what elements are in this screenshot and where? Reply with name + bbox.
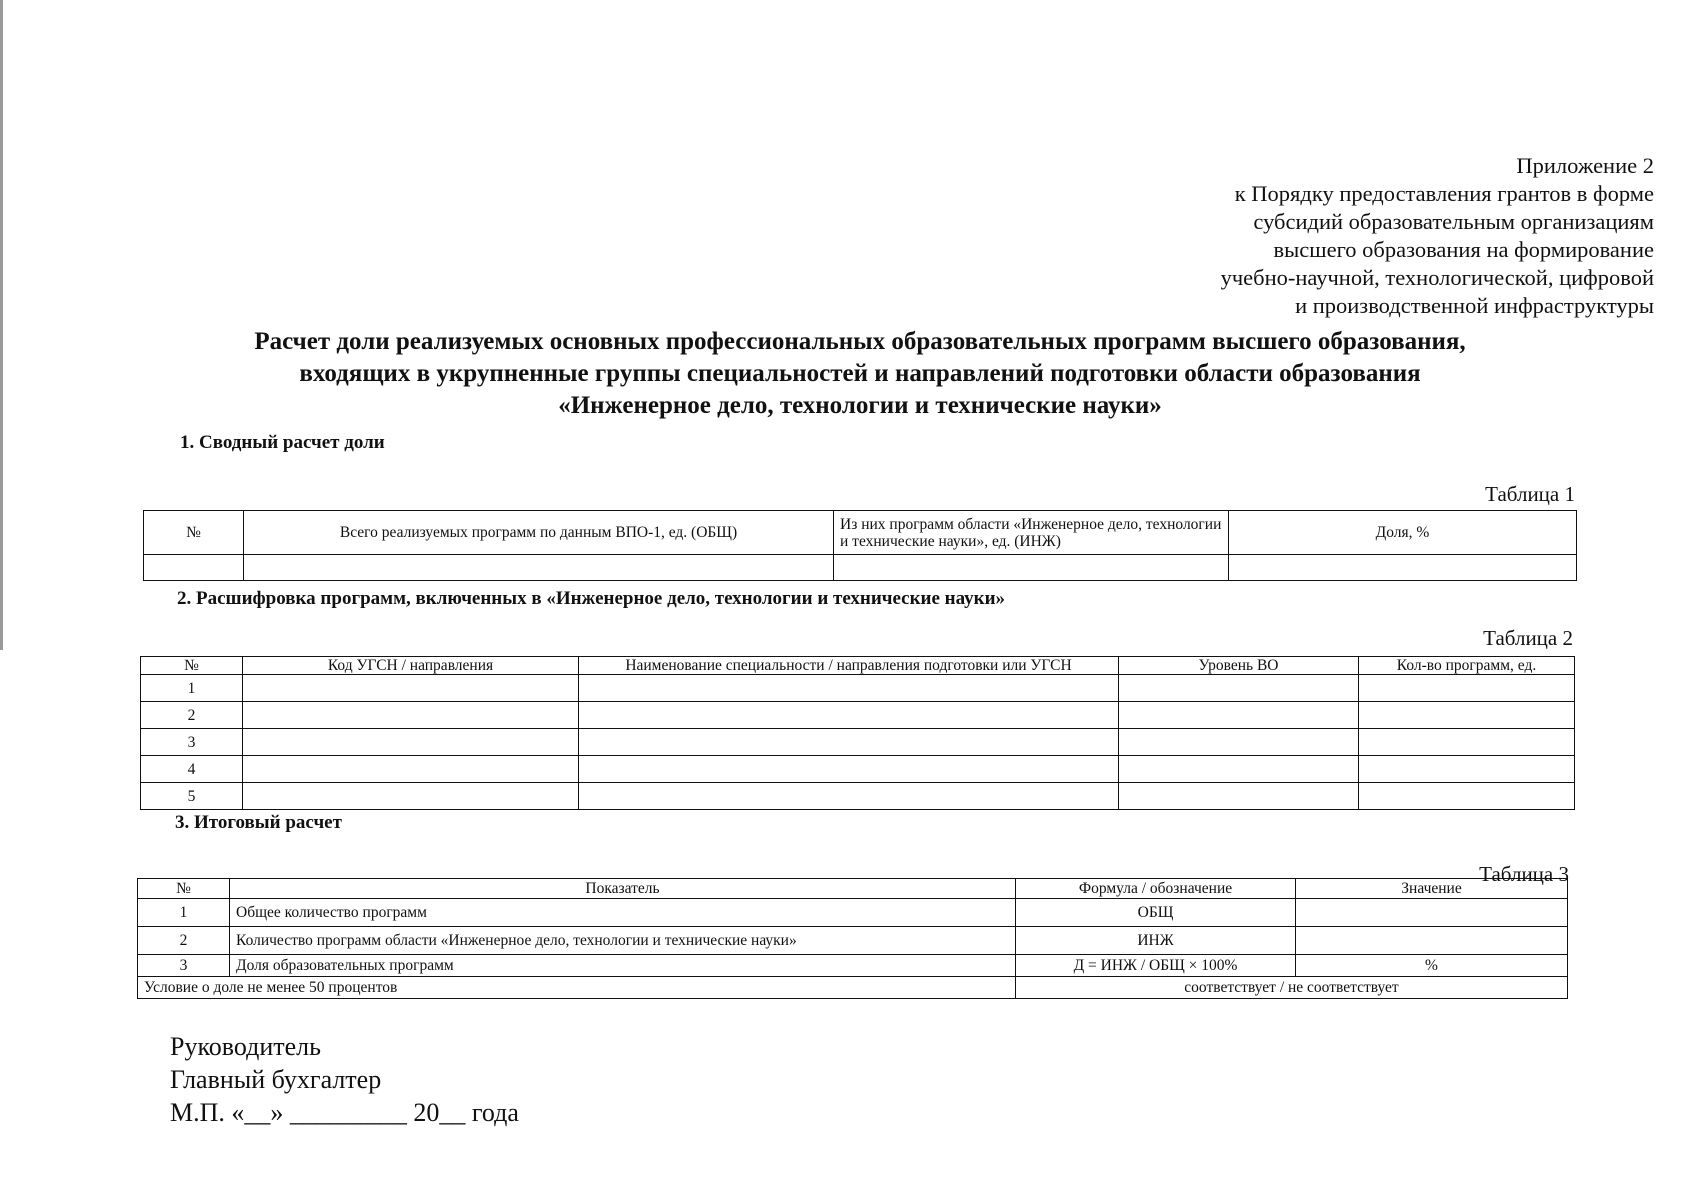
formula-cell: ОБЩ [1016, 899, 1296, 927]
formula-cell: ИНЖ [1016, 927, 1296, 955]
formula-cell: Д = ИНЖ / ОБЩ × 100% [1016, 955, 1296, 977]
row-number: 2 [141, 702, 243, 729]
signature-block [170, 1030, 519, 1129]
signature-line-accountant: Главный бухгалтер [170, 1065, 382, 1094]
annex-line: учебно-научной, технологической, цифровой [1220, 265, 1654, 290]
title-line: Расчет доли реализуемых основных профессиональных образовательных программ высшего образования, [254, 328, 1466, 355]
annex-line: субсидий образовательным организациям [1253, 209, 1654, 234]
table-3-header-num: № [138, 879, 230, 899]
table-3-label: Таблица 3 [1479, 862, 1569, 886]
indicator-cell: Доля образовательных программ [230, 955, 1016, 977]
title-line: входящих в укрупненные группы специальностей и направлений подготовки области образования [299, 360, 1421, 387]
title-line: «Инженерное дело, технологии и технические науки» [558, 392, 1162, 419]
indicator-cell: Общее количество программ [230, 899, 1016, 927]
table-2-header-num: № [141, 657, 243, 675]
section-1-heading: 1. Сводный расчет доли [180, 432, 385, 453]
table-2-header-count: Кол-во программ, ед. [1359, 657, 1575, 675]
table-row [141, 675, 1575, 702]
row-number: 1 [138, 899, 230, 927]
document-title [120, 326, 1600, 422]
table-3-header-value: Значение [1296, 879, 1568, 899]
value-cell [1296, 899, 1568, 927]
table-row-condition [138, 977, 1568, 999]
table-1 [143, 510, 1577, 581]
value-cell: % [1296, 955, 1568, 977]
table-row [138, 955, 1568, 977]
row-number: 3 [138, 955, 230, 977]
row-number: 5 [141, 783, 243, 810]
table-row [141, 729, 1575, 756]
table-2-header-level: Уровень ВО [1119, 657, 1359, 675]
row-number: 2 [138, 927, 230, 955]
section-3-heading: 3. Итоговый расчет [175, 812, 342, 833]
table-2-header-name: Наименование специальности / направления подготовки или УГСН [579, 657, 1119, 675]
table-1-cell [834, 555, 1229, 581]
table-2-header-code: Код УГСН / направления [243, 657, 579, 675]
annex-line: Приложение 2 [1516, 153, 1654, 178]
scan-edge-line [0, 0, 3, 650]
table-2-label: Таблица 2 [1483, 626, 1573, 650]
table-row [138, 899, 1568, 927]
table-1-header-eng: Из них программ области «Инженерное дело, технологии и технические науки», ед. (ИНЖ) [834, 511, 1229, 555]
annex-line: к Порядку предоставления грантов в форме [1234, 181, 1654, 206]
annex-line: высшего образования на формирование [1273, 237, 1654, 262]
row-number: 3 [141, 729, 243, 756]
table-row [141, 702, 1575, 729]
table-1-cell [144, 555, 244, 581]
condition-value: соответствует / не соответствует [1016, 977, 1568, 999]
table-1-cell [1229, 555, 1577, 581]
table-row [141, 783, 1575, 810]
table-3-header-formula: Формула / обозначение [1016, 879, 1296, 899]
annex-line: и производственной инфраструктуры [1295, 293, 1654, 318]
table-3-header-indicator: Показатель [230, 879, 1016, 899]
table-1-cell [244, 555, 834, 581]
table-row [138, 927, 1568, 955]
indicator-cell: Количество программ области «Инженерное дело, технологии и технические науки» [230, 927, 1016, 955]
table-1-label: Таблица 1 [1485, 482, 1575, 506]
table-3 [137, 878, 1568, 999]
value-cell [1296, 927, 1568, 955]
section-2-heading: 2. Расшифровка программ, включенных в «Инженерное дело, технологии и технические науки» [177, 588, 1006, 609]
table-1-header-num: № [144, 511, 244, 555]
row-number: 4 [141, 756, 243, 783]
table-1-header-share: Доля, % [1229, 511, 1577, 555]
condition-label: Условие о доле не менее 50 процентов [138, 977, 1016, 999]
annex-block [1221, 152, 1654, 320]
row-number: 1 [141, 675, 243, 702]
signature-line-date: М.П. «__» _________ 20__ года [170, 1098, 519, 1127]
table-2 [140, 656, 1575, 810]
table-1-header-total: Всего реализуемых программ по данным ВПО-1, ед. (ОБЩ) [244, 511, 834, 555]
signature-line-head: Руководитель [170, 1032, 321, 1061]
table-row [141, 756, 1575, 783]
